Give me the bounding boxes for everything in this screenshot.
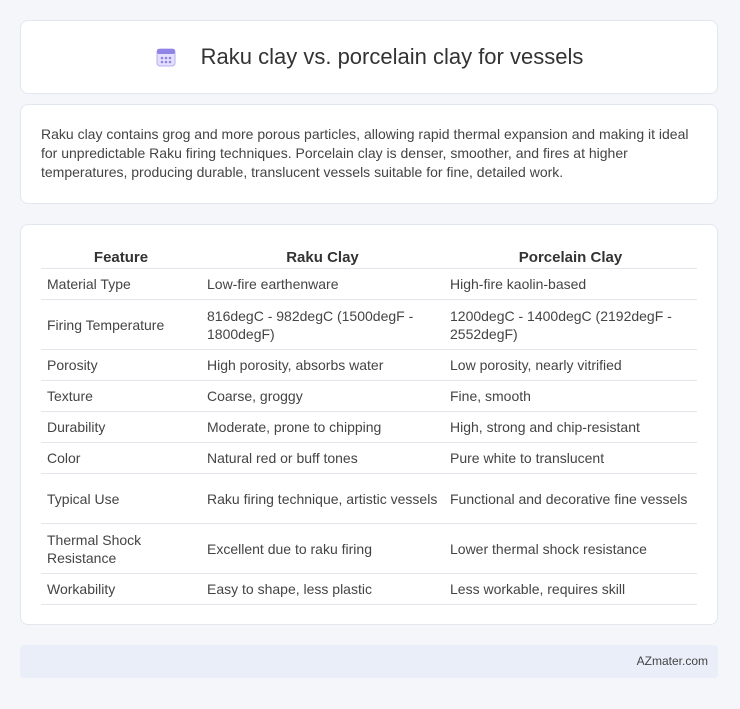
table-cell: Excellent due to raku firing <box>201 524 444 574</box>
table-row <box>41 412 697 443</box>
column-header: Raku Clay <box>201 245 444 269</box>
table-cell: High porosity, absorbs water <box>201 350 444 381</box>
table-row <box>41 269 697 300</box>
table-cell: Lower thermal shock resistance <box>444 524 697 574</box>
table-cell: Thermal Shock Resistance <box>41 524 201 574</box>
title-card <box>20 20 718 94</box>
table-cell: Pure white to translucent <box>444 443 697 474</box>
table-row <box>41 474 697 524</box>
calendar-icon <box>155 46 177 68</box>
table-cell: Texture <box>41 381 201 412</box>
table-cell: Color <box>41 443 201 474</box>
table-cell: Durability <box>41 412 201 443</box>
table-cell: Typical Use <box>41 474 201 524</box>
table-cell: Natural red or buff tones <box>201 443 444 474</box>
table-cell: Material Type <box>41 269 201 300</box>
table-cell: Moderate, prone to chipping <box>201 412 444 443</box>
table-cell: Fine, smooth <box>444 381 697 412</box>
table-row <box>41 574 697 605</box>
intro-card <box>20 104 718 204</box>
column-header: Feature <box>41 245 201 269</box>
table-cell: Low porosity, nearly vitrified <box>444 350 697 381</box>
table-row <box>41 524 697 574</box>
table-cell: Porosity <box>41 350 201 381</box>
table-cell: High, strong and chip-resistant <box>444 412 697 443</box>
table-cell: 1200degC - 1400degC (2192degF - 2552degF) <box>444 300 697 350</box>
table-cell: Low-fire earthenware <box>201 269 444 300</box>
table-cell: Firing Temperature <box>41 300 201 350</box>
table-row <box>41 300 697 350</box>
column-header: Porcelain Clay <box>444 245 697 269</box>
table-row <box>41 443 697 474</box>
table-cell: Functional and decorative fine vessels <box>444 474 697 524</box>
intro-text: Raku clay contains grog and more porous particles, allowing rapid thermal expansion and making it ideal for unpredictable Raku firing techniques. Porcelain clay is denser, smoother, and fires at higher temperatures, producing durable, translucent vessels suitable for fine, detailed work. <box>41 126 689 180</box>
page-title: Raku clay vs. porcelain clay for vessels <box>200 44 584 69</box>
table-cell: High-fire kaolin-based <box>444 269 697 300</box>
table-row <box>41 350 697 381</box>
footer <box>20 645 718 678</box>
table-cell: Less workable, requires skill <box>444 574 697 605</box>
table-header-row <box>41 245 697 269</box>
comparison-card <box>20 224 718 625</box>
comparison-table <box>41 245 697 605</box>
table-cell: Raku firing technique, artistic vessels <box>201 474 444 524</box>
footer-brand-link[interactable]: AZmater.com <box>636 654 708 668</box>
table-row <box>41 381 697 412</box>
table-cell: Easy to shape, less plastic <box>201 574 444 605</box>
table-cell: Coarse, groggy <box>201 381 444 412</box>
table-cell: 816degC - 982degC (1500degF - 1800degF) <box>201 300 444 350</box>
table-cell: Workability <box>41 574 201 605</box>
